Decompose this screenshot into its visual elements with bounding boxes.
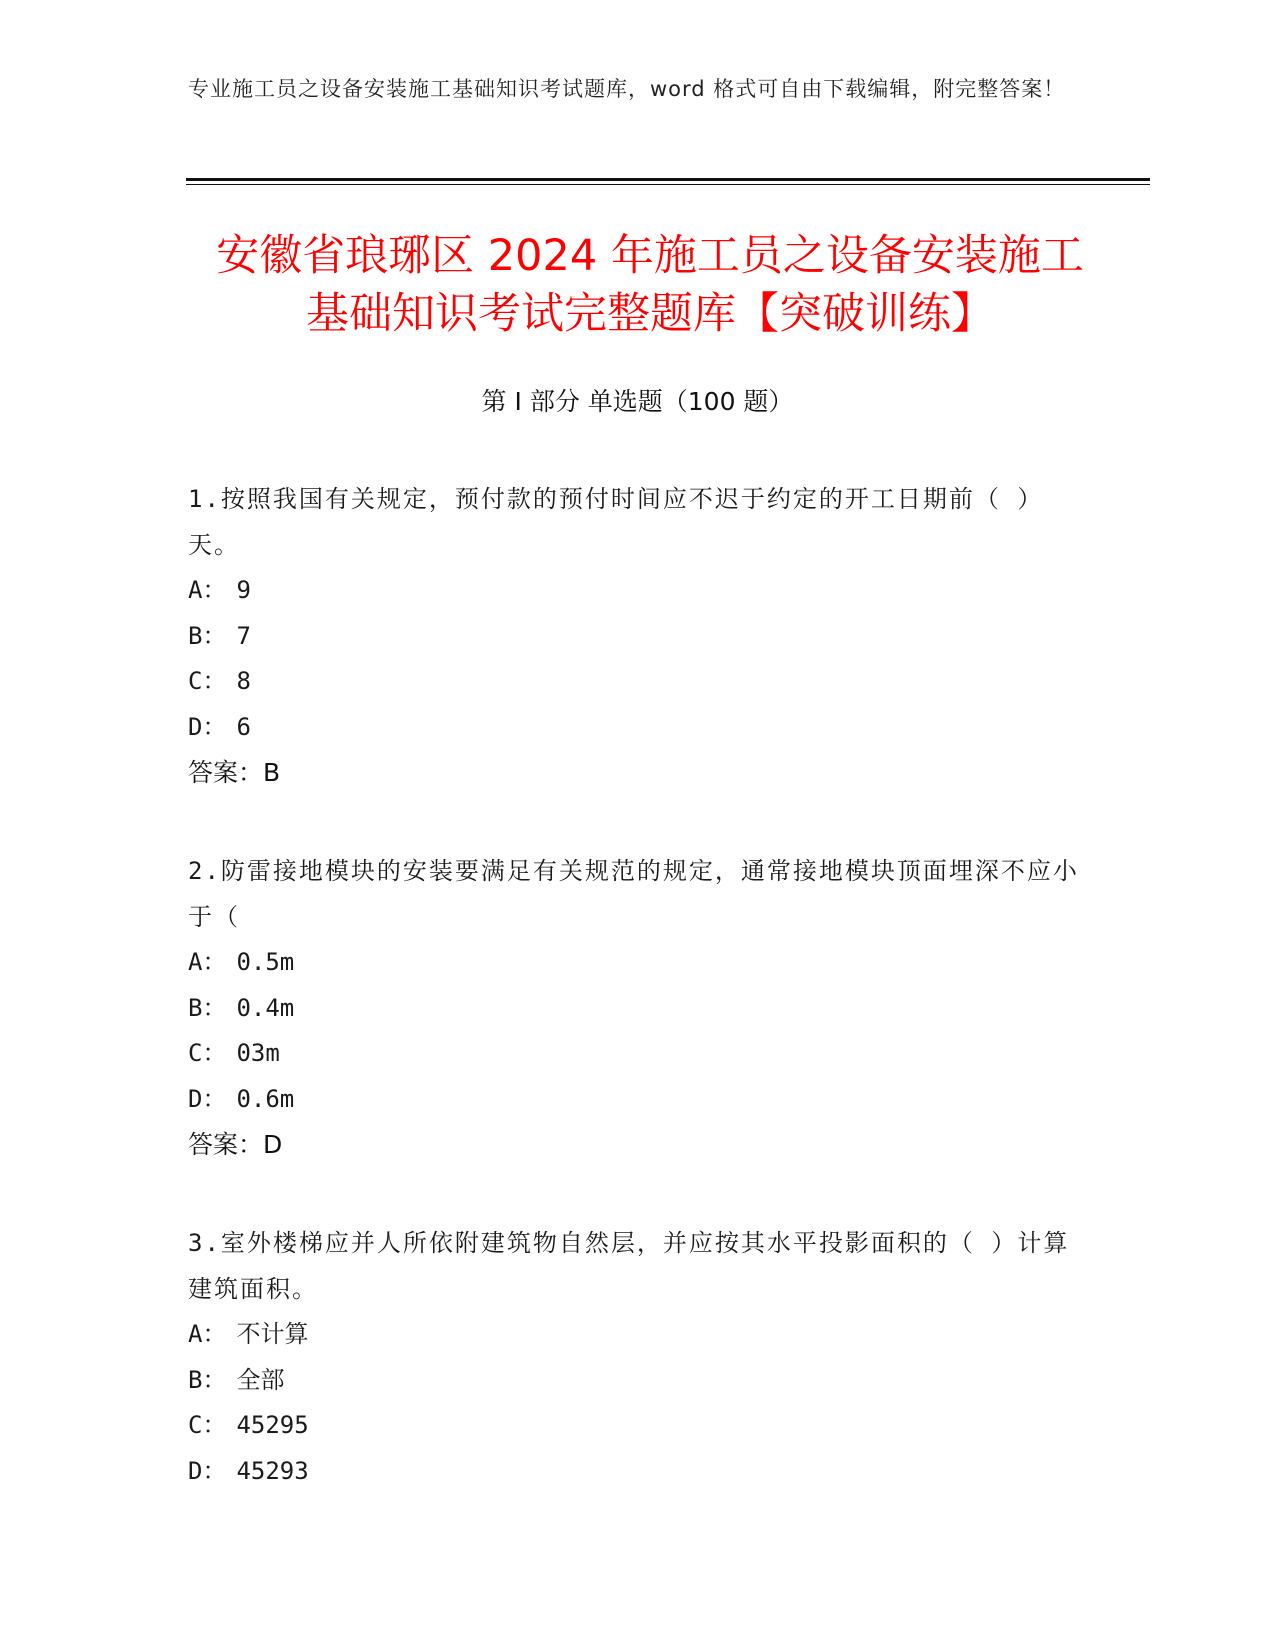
question-stem: 3.室外楼梯应并人所依附建筑物自然层，并应按其水平投影面积的（ ）计算建筑面积。 (188, 1229, 1070, 1303)
option-letter: D (188, 712, 203, 741)
option-separator: ： (202, 993, 227, 1022)
title-line-1: 安徽省琅琊区 2024 年施工员之设备安装施工 (216, 231, 1084, 281)
question-item (188, 476, 1088, 796)
option-text: 6 (236, 712, 251, 741)
option-letter: B (188, 1365, 203, 1394)
option-separator: ： (202, 576, 227, 604)
header-note: 专业施工员之设备安装施工基础知识考试题库，word 格式可自由下载编辑，附完整答案！ (188, 77, 1066, 101)
option-separator: ： (202, 1411, 227, 1439)
answer-prefix: 答案： (188, 1130, 264, 1159)
answer-option (188, 986, 1088, 1032)
option-text: 不计算 (236, 1320, 309, 1348)
option-text: 0.5m (236, 948, 295, 976)
option-letter: D (188, 1456, 203, 1485)
option-text: 0.4m (236, 993, 295, 1022)
option-separator: ： (202, 712, 227, 741)
header-divider-thick (186, 178, 1150, 181)
answer-option (188, 614, 1088, 660)
option-letter: D (188, 1084, 203, 1113)
option-letter: B (188, 621, 203, 650)
option-letter: C (188, 1039, 203, 1067)
answer-option (188, 705, 1088, 751)
option-text: 03m (236, 1039, 280, 1067)
option-text: 0.6m (236, 1084, 295, 1113)
option-separator: ： (202, 1365, 227, 1394)
header-divider-thin (186, 184, 1150, 185)
option-separator: ： (202, 1456, 227, 1485)
option-separator: ： (202, 667, 227, 695)
document-title (170, 227, 1130, 343)
option-separator: ： (202, 948, 227, 976)
option-text: 7 (236, 621, 251, 650)
answer-option (188, 1403, 1088, 1449)
option-separator: ： (202, 1084, 227, 1113)
answer-option (188, 1031, 1088, 1077)
option-letter: C (188, 1411, 203, 1439)
option-separator: ： (202, 621, 227, 650)
option-text: 全部 (236, 1365, 285, 1394)
answer-option (188, 940, 1088, 986)
answer-option (188, 1312, 1088, 1358)
answer-line (188, 1122, 1088, 1168)
answer-line (188, 750, 1088, 796)
option-letter: A (188, 948, 203, 976)
question-list (188, 476, 1088, 1546)
section-heading: 第 I 部分 单选题（100 题） (481, 387, 794, 416)
answer-value: B (263, 758, 281, 787)
answer-option (188, 659, 1088, 705)
answer-option (188, 1449, 1088, 1495)
question-stem: 2.防雷接地模块的安装要满足有关规范的规定，通常接地模块顶面埋深不应小于（ (188, 857, 1079, 931)
question-item (188, 1220, 1088, 1494)
question-item (188, 848, 1088, 1168)
option-letter: A (188, 1320, 203, 1348)
option-text: 8 (236, 667, 251, 695)
answer-prefix: 答案： (188, 758, 264, 787)
answer-value: D (263, 1130, 283, 1159)
title-line-2: 基础知识考试完整题库【突破训练】 (306, 289, 994, 339)
option-letter: C (188, 667, 203, 695)
option-separator: ： (202, 1039, 227, 1067)
option-text: 9 (236, 576, 251, 604)
option-letter: B (188, 993, 203, 1022)
option-text: 45293 (236, 1456, 309, 1485)
option-separator: ： (202, 1320, 227, 1348)
answer-option (188, 1358, 1088, 1404)
answer-option (188, 1077, 1088, 1123)
option-text: 45295 (236, 1411, 309, 1439)
question-stem: 1.按照我国有关规定，预付款的预付时间应不迟于约定的开工日期前（ ）天。 (188, 485, 1044, 559)
option-letter: A (188, 576, 203, 604)
answer-option (188, 568, 1088, 614)
